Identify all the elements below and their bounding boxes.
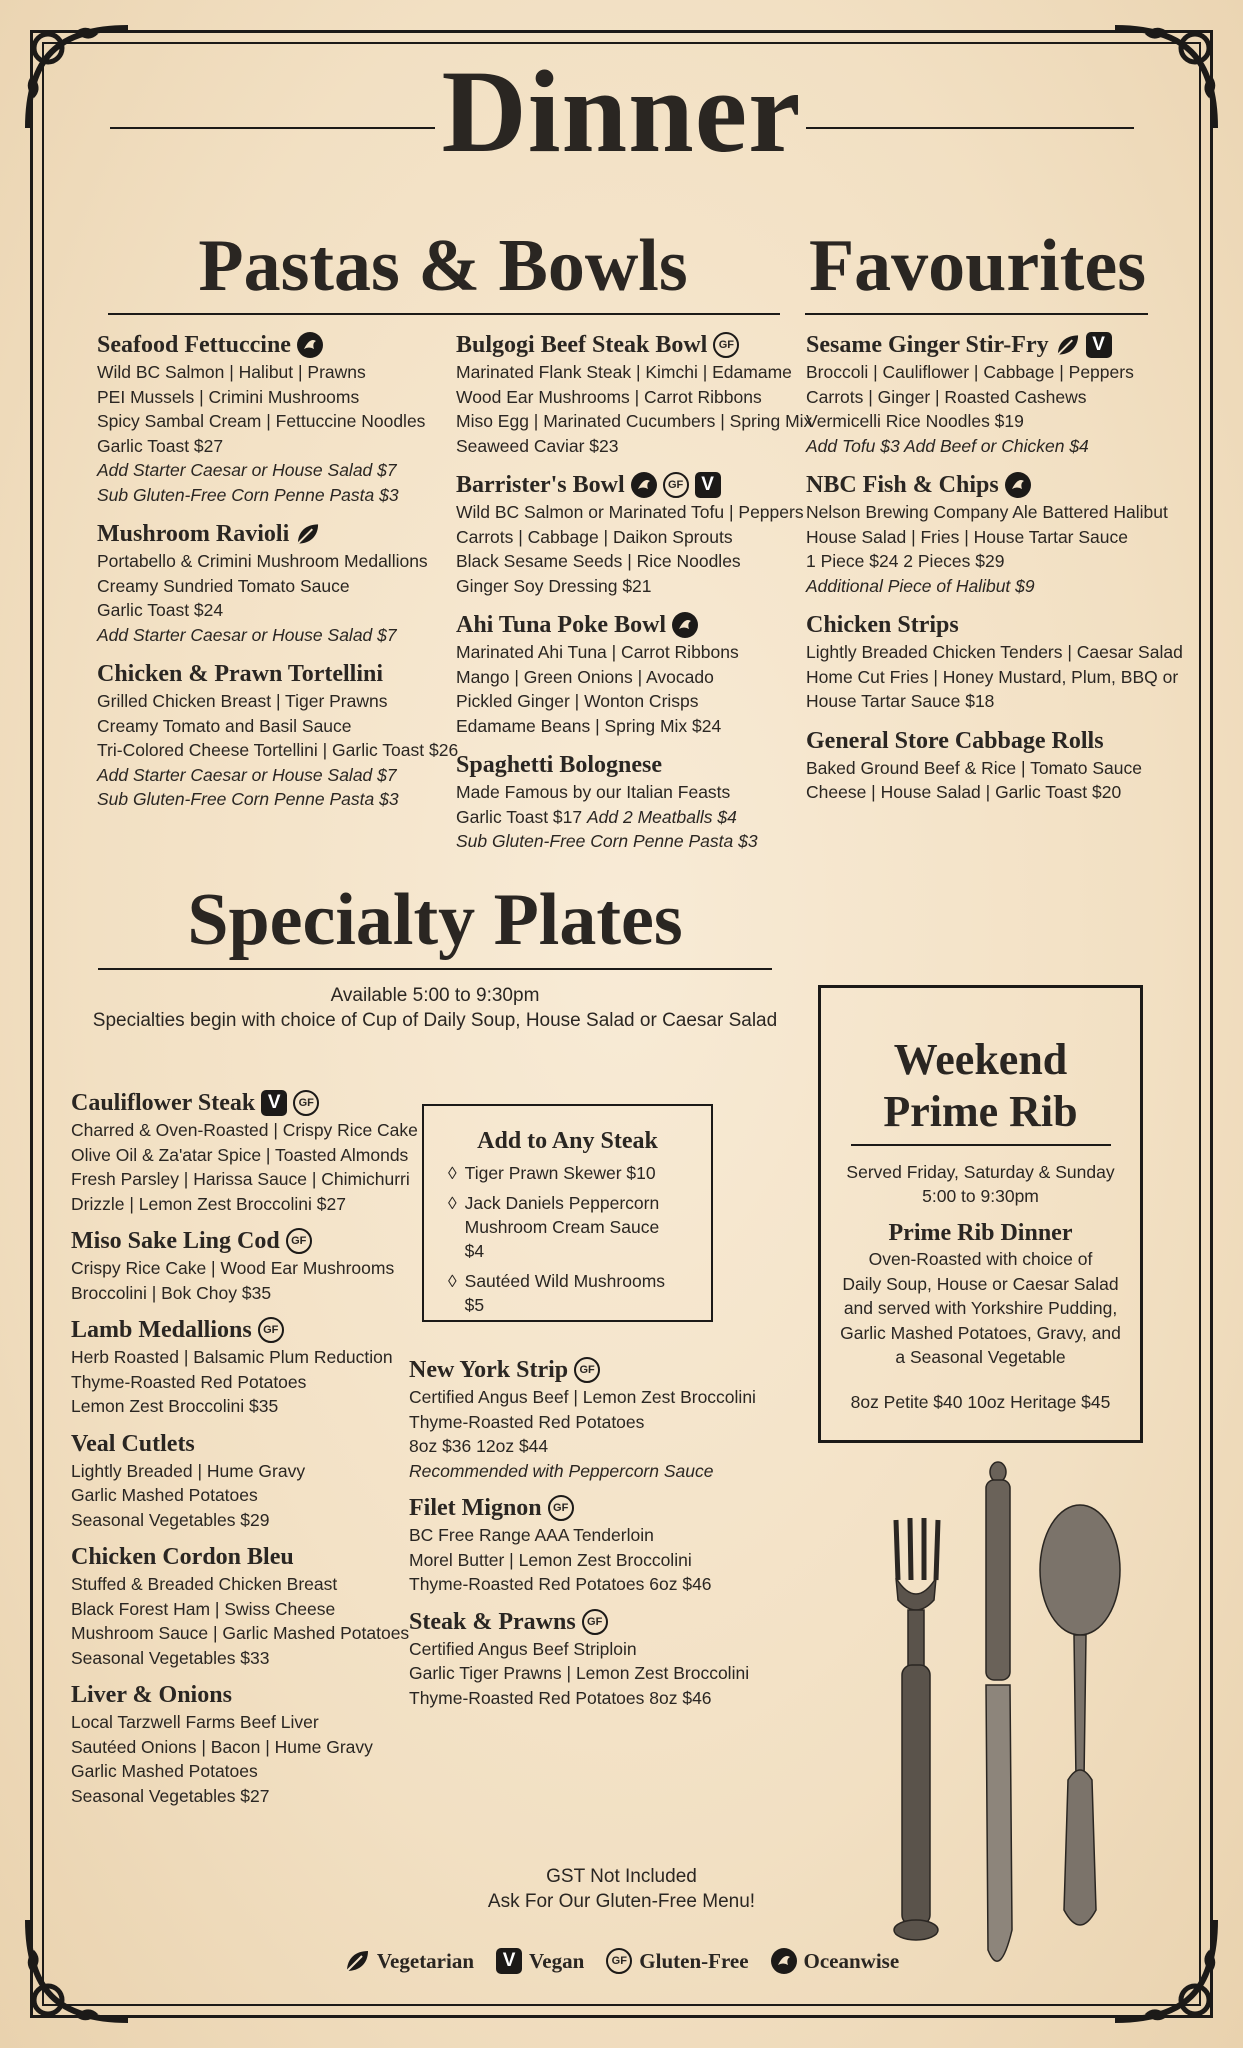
menu-item-desc: Fresh Parsley | Harissa Sauce | Chimichurri [71, 1169, 410, 1189]
legend-gluten-free [606, 1948, 748, 1974]
fish-badge-icon [631, 472, 657, 498]
prime-rib-hours: 5:00 to 9:30pm [922, 1186, 1039, 1206]
menu-item-desc: Wild BC Salmon | Halibut | Prawns [97, 362, 366, 382]
menu-item-desc: Creamy Sundried Tomato Sauce [97, 575, 350, 596]
pastas-column-left [97, 330, 459, 824]
steak-addon-item [448, 1191, 683, 1263]
menu-item-name: Chicken Strips [806, 612, 959, 638]
menu-item-desc: Wild BC Salmon or Marinated Tofu | Peppers [456, 502, 804, 522]
prime-rib-desc-line: Garlic Mashed Potatoes, Gravy, and [840, 1322, 1121, 1343]
legend-vegetarian [344, 1948, 474, 1974]
menu-item-header [456, 330, 796, 360]
prime-rib-box [818, 985, 1143, 1443]
specialty-column-right [409, 1355, 769, 1720]
steak-addon-label: Jack Daniels Peppercorn Mushroom Cream Sauce $4 [464, 1193, 660, 1261]
add-to-steak-box [422, 1104, 713, 1322]
diamond-bullet-icon: ◊ [448, 1163, 457, 1183]
fish-badge-icon [297, 332, 323, 358]
prime-rib-prices: 8oz Petite $40 10oz Heritage $45 [850, 1391, 1111, 1412]
section-title-favourites: Favourites [808, 225, 1147, 307]
section-rule [108, 313, 780, 315]
menu-item [71, 1226, 411, 1305]
specialty-column-left [71, 1088, 418, 1818]
menu-item-desc: Wood Ear Mushrooms | Carrot Ribbons [456, 386, 762, 407]
specialty-info [40, 983, 830, 1033]
diamond-bullet-icon: ◊ [448, 1271, 457, 1291]
menu-item [71, 1315, 411, 1419]
prime-rib-desc-line: and served with Yorkshire Pudding, [843, 1298, 1118, 1318]
steak-addon-item [448, 1269, 683, 1317]
menu-item-header [806, 330, 1151, 360]
menu-item-desc: Garlic Mashed Potatoes [71, 1761, 258, 1781]
menu-item-desc: Local Tarzwell Farms Beef Liver [71, 1712, 319, 1732]
menu-item-addon: Add Starter Caesar or House Salad $7 [97, 624, 397, 645]
prime-rib-title-line2: Prime Rib [883, 1087, 1078, 1136]
legend-oceanwise [771, 1948, 900, 1974]
menu-item-desc: Nelson Brewing Company Ale Battered Halibut [806, 502, 1168, 522]
menu-item-desc: Certified Angus Beef | Lemon Zest Broccolini [409, 1387, 756, 1407]
menu-item-name: NBC Fish & Chips [806, 472, 999, 498]
menu-item-desc: Garlic Toast $27 [97, 435, 224, 456]
menu-item-desc: Lightly Breaded | Hume Gravy [71, 1460, 306, 1481]
gf-badge-icon: GF [286, 1228, 312, 1254]
menu-item-desc: Garlic Toast $24 [97, 600, 224, 620]
menu-item-desc: Miso Egg | Marinated Cucumbers | Spring Mix [456, 411, 813, 431]
menu-item [456, 330, 813, 458]
menu-item-desc [456, 805, 796, 830]
menu-item [71, 1088, 418, 1216]
menu-item-name: Chicken & Prawn Tortellini [97, 661, 384, 687]
menu-item-addon: Sub Gluten-Free Corn Penne Pasta $3 [456, 831, 758, 851]
legend-gluten-free-label: Gluten-Free [639, 1948, 749, 1973]
menu-item-desc: Seaweed Caviar $23 [456, 435, 619, 456]
menu-item [71, 1680, 411, 1808]
menu-item-addon: Recommended with Peppercorn Sauce [409, 1460, 714, 1481]
menu-item-name: Miso Sake Ling Cod [71, 1228, 280, 1254]
menu-item-desc: 1 Piece $24 2 Pieces $29 [806, 551, 1005, 571]
leaf-icon [1055, 333, 1080, 358]
menu-item-name: Mushroom Ravioli [97, 521, 290, 547]
dietary-legend [0, 1948, 1243, 1974]
menu-item [97, 659, 459, 812]
menu-item-name: Seafood Fettuccine [97, 332, 291, 358]
legend-vegetarian-label: Vegetarian [376, 1948, 475, 1973]
menu-item-addon: Add Starter Caesar or House Salad $7 [97, 460, 397, 480]
gf-badge-icon: GF [548, 1495, 574, 1521]
menu-item-desc: Marinated Ahi Tuna | Carrot Ribbons [456, 642, 739, 662]
menu-item [456, 470, 804, 598]
menu-item-desc: Broccolini | Bok Choy $35 [71, 1282, 272, 1303]
menu-item-name: Lamb Medallions [71, 1317, 252, 1343]
menu-item [97, 519, 437, 647]
menu-item-name: Barrister's Bowl [456, 472, 625, 498]
steak-addon-label: Tiger Prawn Skewer $10 [464, 1163, 656, 1183]
menu-item-name: General Store Cabbage Rolls [806, 727, 1104, 754]
add-to-steak-list [448, 1161, 711, 1317]
menu-item-header [806, 726, 1151, 756]
menu-item-desc: Seasonal Vegetables $29 [71, 1509, 270, 1530]
diamond-bullet-icon: ◊ [448, 1193, 457, 1213]
menu-item-addon: Additional Piece of Halibut $9 [806, 575, 1035, 596]
menu-item-desc: Charred & Oven-Roasted | Crispy Rice Cake [71, 1120, 418, 1140]
menu-item-desc: Cheese | House Salad | Garlic Toast $20 [806, 782, 1122, 802]
menu-item-desc: PEI Mussels | Crimini Mushrooms [97, 386, 360, 407]
menu-item [409, 1493, 769, 1597]
menu-item-desc: Certified Angus Beef Striploin [409, 1638, 637, 1659]
menu-item-name: Chicken Cordon Bleu [71, 1544, 294, 1570]
menu-item-header [97, 519, 437, 549]
section-rule [805, 313, 1148, 315]
menu-item-header [456, 470, 796, 500]
menu-item-desc: Stuffed & Breaded Chicken Breast [71, 1574, 338, 1594]
menu-item-name: Ahi Tuna Poke Bowl [456, 612, 667, 638]
menu-item [409, 1607, 769, 1711]
menu-item [71, 1429, 411, 1533]
menu-item [806, 610, 1183, 714]
menu-item-desc: Carrots | Ginger | Roasted Cashews [806, 386, 1087, 407]
menu-item-desc: BC Free Range AAA Tenderloin [409, 1525, 654, 1545]
menu-item-desc: Olive Oil & Za'atar Spice | Toasted Almonds [71, 1144, 409, 1165]
menu-item-desc: Thyme-Roasted Red Potatoes [71, 1371, 307, 1392]
menu-item-desc: Garlic Mashed Potatoes [71, 1485, 258, 1505]
prime-rib-desc-line: a Seasonal Vegetable [895, 1347, 1066, 1367]
menu-item-desc: Thyme-Roasted Red Potatoes 6oz $46 [409, 1574, 712, 1594]
menu-item-desc: Mushroom Sauce | Garlic Mashed Potatoes [71, 1623, 410, 1643]
menu-item-header [71, 1680, 411, 1710]
prime-rib-days: Served Friday, Saturday & Sunday [846, 1162, 1115, 1182]
fish-badge-icon [771, 1948, 797, 1974]
prime-rib-dinner-name: Prime Rib Dinner [888, 1220, 1073, 1246]
menu-item-desc: Black Sesame Seeds | Rice Noodles [456, 551, 741, 571]
menu-item-desc: Carrots | Cabbage | Daikon Sprouts [456, 526, 733, 547]
v-badge-icon: V [1086, 332, 1112, 358]
menu-item-name: Filet Mignon [409, 1495, 542, 1521]
gf-badge-icon: GF [606, 1948, 632, 1974]
menu-item-name: Steak & Prawns [409, 1608, 576, 1635]
favourites-column [806, 330, 1183, 817]
specialty-note: Specialties begin with choice of Cup of Daily Soup, House Salad or Caesar Salad [92, 1010, 778, 1031]
menu-item-header [97, 659, 437, 689]
prime-rib-desc-line: Daily Soup, House or Caesar Salad [842, 1273, 1119, 1294]
menu-item-addon: Add Starter Caesar or House Salad $7 [97, 764, 397, 785]
gf-menu-note: Ask For Our Gluten-Free Menu! [487, 1891, 756, 1912]
menu-item-desc: 8oz $36 12oz $44 [409, 1436, 549, 1456]
menu-item-desc: Crispy Rice Cake | Wood Ear Mushrooms [71, 1258, 395, 1278]
prime-rib-description [821, 1247, 1140, 1370]
section-title-specialty: Specialty Plates [187, 879, 683, 961]
menu-item-desc: Marinated Flank Steak | Kimchi | Edamame [456, 362, 792, 382]
menu-item-desc: Home Cut Fries | Honey Mustard, Plum, BBQ or [806, 666, 1179, 687]
menu-item-header [409, 1355, 769, 1385]
menu-item-header [71, 1088, 411, 1118]
menu-item-name: Cauliflower Steak [71, 1090, 256, 1116]
menu-item-desc: Creamy Tomato and Basil Sauce [97, 715, 352, 736]
menu-item-desc: Seasonal Vegetables $27 [71, 1785, 270, 1806]
steak-addon-item [448, 1161, 683, 1185]
add-to-steak-title: Add to Any Steak [477, 1128, 658, 1154]
menu-item-addon: Sub Gluten-Free Corn Penne Pasta $3 [97, 484, 399, 505]
menu-item-desc: Tri-Colored Cheese Tortellini | Garlic Toast $26 [97, 740, 459, 760]
menu-item [456, 610, 796, 738]
menu-item-header [71, 1315, 411, 1345]
menu-item-desc: Thyme-Roasted Red Potatoes [409, 1411, 645, 1432]
menu-item-desc: Grilled Chicken Breast | Tiger Prawns [97, 691, 388, 711]
menu-item [456, 750, 796, 854]
prime-rib-title [821, 1034, 1140, 1138]
prime-rib-desc-line: Oven-Roasted with choice of [868, 1249, 1093, 1269]
menu-item-header [456, 610, 796, 640]
prime-rib-title-line1: Weekend [893, 1035, 1068, 1084]
menu-item-header [71, 1542, 411, 1572]
leaf-icon [344, 1948, 370, 1974]
menu-item [806, 470, 1168, 598]
menu-item-name: Bulgogi Beef Steak Bowl [456, 332, 708, 358]
title-rule-right [806, 127, 1134, 129]
gf-badge-icon: GF [713, 332, 739, 358]
menu-item-name: Spaghetti Bolognese [456, 752, 663, 778]
menu-item-desc: Herb Roasted | Balsamic Plum Reduction [71, 1347, 393, 1367]
menu-item-name: Veal Cutlets [71, 1430, 195, 1457]
spoon-icon [1040, 1505, 1120, 1925]
menu-item-price: Garlic Toast $17 [456, 806, 587, 827]
menu-item [806, 726, 1151, 805]
specialty-hours: Available 5:00 to 9:30pm [330, 985, 540, 1006]
gf-badge-icon: GF [582, 1609, 608, 1635]
menu-item-desc: Baked Ground Beef & Rice | Tomato Sauce [806, 757, 1142, 778]
legend-vegan-label: Vegan [529, 1948, 585, 1973]
menu-item [97, 330, 437, 507]
legend-oceanwise-label: Oceanwise [803, 1948, 900, 1973]
menu-item-desc: Seasonal Vegetables $33 [71, 1647, 270, 1668]
menu-item-desc: Garlic Tiger Prawns | Lemon Zest Broccolini [409, 1663, 750, 1683]
menu-item-desc: Made Famous by our Italian Feasts [456, 782, 731, 802]
menu-item-desc: Lemon Zest Broccolini $35 [71, 1396, 279, 1416]
legend-vegan [496, 1948, 584, 1974]
menu-item-header [409, 1493, 769, 1523]
section-title-pastas: Pastas & Bowls [198, 225, 688, 307]
title-rule-left [110, 127, 435, 129]
menu-item-desc: Morel Butter | Lemon Zest Broccolini [409, 1549, 692, 1570]
menu-item-header [409, 1607, 769, 1637]
menu-item-header [456, 750, 796, 780]
leaf-icon [295, 522, 320, 547]
gf-badge-icon: GF [293, 1090, 319, 1116]
v-badge-icon: V [695, 472, 721, 498]
menu-item [71, 1542, 411, 1670]
menu-item-name: New York Strip [409, 1357, 569, 1383]
section-rule [98, 968, 772, 970]
menu-item-desc: Lightly Breaded Chicken Tenders | Caesar Salad [806, 642, 1183, 662]
page-title: Dinner [441, 46, 802, 177]
menu-item-desc: Mango | Green Onions | Avocado [456, 666, 714, 687]
menu-item-name: Liver & Onions [71, 1682, 232, 1708]
menu-item-name: Sesame Ginger Stir-Fry [806, 332, 1049, 358]
gst-note: GST Not Included [546, 1866, 697, 1887]
menu-item-desc: Thyme-Roasted Red Potatoes 8oz $46 [409, 1687, 712, 1708]
gf-badge-icon: GF [663, 472, 689, 498]
fish-badge-icon [1005, 472, 1031, 498]
menu-item-desc: Portabello & Crimini Mushroom Medallions [97, 551, 428, 571]
menu-item-desc: Broccoli | Cauliflower | Cabbage | Peppers [806, 362, 1134, 382]
v-badge-icon: V [496, 1948, 522, 1974]
menu-item-desc: Sautéed Onions | Bacon | Hume Gravy [71, 1736, 373, 1757]
menu-item [409, 1355, 769, 1483]
menu-item-addon: Add 2 Meatballs $4 [587, 806, 737, 827]
menu-item-desc: House Tartar Sauce $18 [806, 691, 995, 711]
menu-item-header [71, 1226, 411, 1256]
footer-notes [0, 1864, 1243, 1914]
menu-item-header [97, 330, 437, 360]
menu-item-addon: Sub Gluten-Free Corn Penne Pasta $3 [97, 789, 399, 809]
menu-item-desc: Spicy Sambal Cream | Fettuccine Noodles [97, 411, 426, 431]
menu-item-addon: Add Tofu $3 Add Beef or Chicken $4 [806, 435, 1089, 456]
prime-rib-rule [851, 1144, 1111, 1146]
menu-item-header [71, 1429, 411, 1459]
menu-item-desc: Drizzle | Lemon Zest Broccolini $27 [71, 1193, 346, 1214]
menu-item-header [806, 610, 1151, 640]
gf-badge-icon: GF [258, 1317, 284, 1343]
steak-addon-label: Sautéed Wild Mushrooms $5 [464, 1271, 666, 1315]
menu-item-desc: Edamame Beans | Spring Mix $24 [456, 715, 722, 736]
menu-item-desc: House Salad | Fries | House Tartar Sauce [806, 526, 1128, 547]
fish-badge-icon [672, 612, 698, 638]
menu-item-desc: Pickled Ginger | Wonton Crisps [456, 691, 699, 711]
menu-item-desc: Ginger Soy Dressing $21 [456, 575, 652, 596]
v-badge-icon: V [261, 1090, 287, 1116]
gf-badge-icon: GF [574, 1357, 600, 1383]
pastas-column-right [456, 330, 813, 866]
menu-item-desc: Black Forest Ham | Swiss Cheese [71, 1598, 336, 1619]
menu-item-header [806, 470, 1151, 500]
menu-item [806, 330, 1151, 458]
menu-item-desc: Vermicelli Rice Noodles $19 [806, 411, 1024, 431]
prime-rib-served [821, 1160, 1140, 1208]
